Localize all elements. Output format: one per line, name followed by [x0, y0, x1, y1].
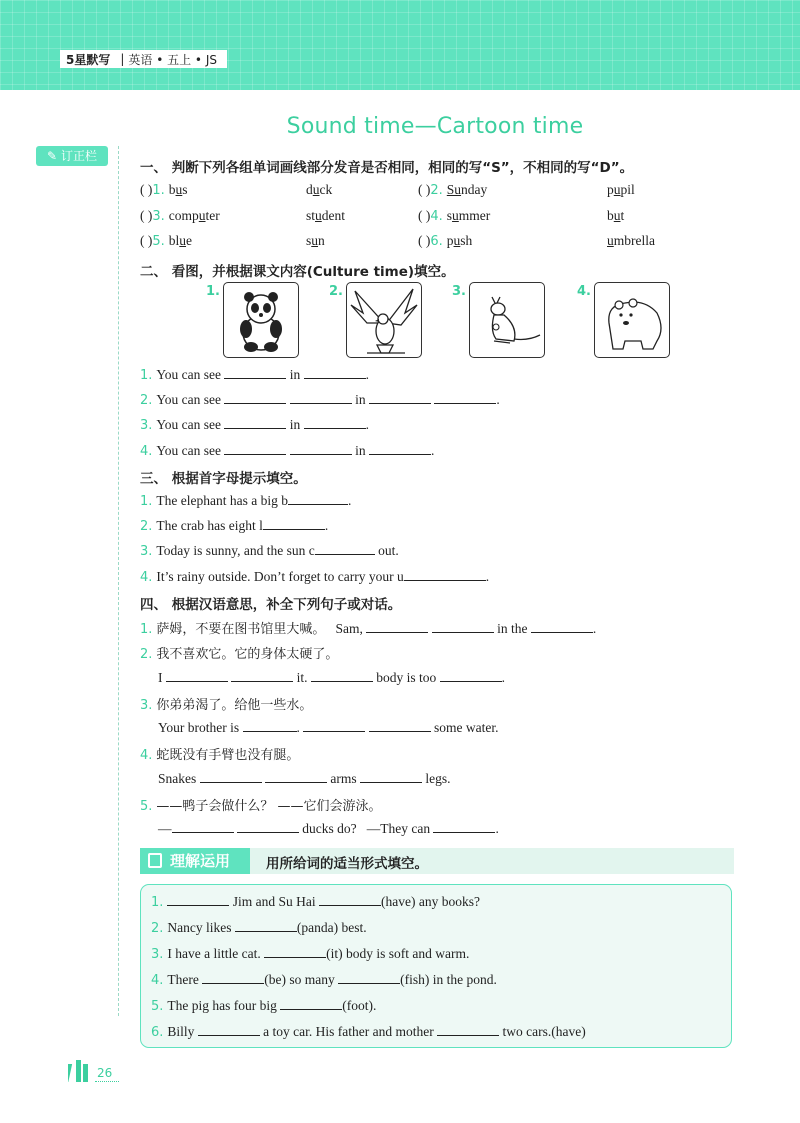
blank[interactable] — [433, 820, 495, 833]
answer-line — [158, 770, 451, 787]
word-1: computer — [168, 208, 220, 223]
item-number: 2. — [430, 183, 443, 198]
header-band — [0, 0, 800, 90]
text: The crab has eight — [156, 518, 256, 533]
eagle-icon — [347, 283, 421, 357]
blank[interactable] — [369, 442, 431, 455]
apply-section-header — [140, 848, 734, 874]
list-item — [140, 416, 369, 433]
item-number: 2. — [140, 519, 153, 534]
blank[interactable] — [235, 919, 297, 932]
text: You can see — [156, 417, 222, 432]
section3-title: 三、 根据首字母提示填空。 — [140, 471, 307, 487]
text: (fish) in the pond. — [400, 972, 497, 987]
word-2: but — [607, 208, 625, 223]
text: —They can — [366, 821, 431, 836]
list-item — [140, 517, 328, 534]
answer-line — [158, 719, 499, 736]
blank[interactable] — [360, 770, 422, 783]
item-number: 6. — [430, 234, 443, 249]
answer-line — [158, 669, 505, 686]
text: Billy — [167, 1024, 195, 1039]
blank[interactable] — [224, 391, 286, 404]
hint-blank[interactable] — [397, 569, 486, 584]
list-item — [140, 694, 312, 713]
item-number: 2. — [140, 393, 153, 408]
list-item — [140, 208, 220, 224]
blank[interactable] — [311, 669, 373, 682]
word-2: duck — [306, 182, 333, 197]
word-2: sun — [306, 233, 325, 248]
list-item — [140, 744, 299, 763]
apply-box — [140, 884, 732, 1048]
list-item — [418, 182, 487, 198]
blank[interactable] — [237, 820, 299, 833]
hint-blank[interactable] — [309, 543, 375, 558]
blank[interactable] — [437, 1023, 499, 1036]
item-number: 1. — [152, 183, 165, 198]
apply-tag — [140, 848, 250, 874]
text: . — [365, 367, 370, 382]
item-number: 3. — [140, 544, 153, 559]
text: legs. — [425, 771, 451, 786]
blank[interactable] — [290, 442, 352, 455]
item-number: 1. — [140, 622, 153, 637]
blank[interactable] — [290, 391, 352, 404]
item-number: 2. — [140, 647, 153, 662]
word-2: pupil — [607, 182, 635, 197]
text: . — [485, 569, 490, 584]
item-number: 5. — [151, 999, 164, 1014]
hint-blank[interactable] — [281, 493, 348, 508]
text: You can see — [156, 392, 222, 407]
picture-frame — [346, 282, 422, 358]
word-1: summer — [446, 208, 491, 223]
item-number: 3. — [151, 947, 164, 962]
text: (it) body is soft and warm. — [326, 946, 470, 961]
list-item — [140, 795, 382, 814]
page-number: 26 — [97, 1066, 113, 1080]
list-item — [140, 568, 489, 585]
picture-frame — [223, 282, 299, 358]
blank[interactable] — [432, 620, 494, 633]
word-2: umbrella — [607, 233, 655, 248]
item-number: 3. — [140, 698, 153, 713]
hint-letter: l — [259, 518, 263, 533]
blank[interactable] — [202, 971, 264, 984]
page-title: Sound time—Cartoon time — [286, 114, 584, 139]
hint-blank[interactable] — [259, 518, 325, 533]
text: Today is sunny, and the sun — [156, 543, 306, 558]
text: . — [496, 392, 500, 407]
list-item — [418, 208, 490, 224]
list-item — [151, 971, 497, 988]
text: You can see — [156, 367, 222, 382]
blank[interactable] — [231, 669, 293, 682]
blank[interactable] — [369, 391, 431, 404]
item-number: 4. — [140, 570, 153, 585]
picture-number: 3. — [452, 284, 466, 299]
word-1: Sunday — [446, 182, 488, 197]
text: The pig has four big — [167, 998, 277, 1013]
section1-title: 一、 判断下列各组单词画线部分发音是否相同，相同的写“S”，不相同的写“D”。 — [140, 160, 634, 176]
chinese-prompt: 我不喜欢它。它的身体太硬了。 — [156, 647, 339, 662]
text: two cars.(have) — [502, 1024, 586, 1039]
blank[interactable] — [200, 770, 262, 783]
item-number: 1. — [140, 368, 153, 383]
text: Snakes — [158, 771, 197, 786]
blank[interactable] — [265, 770, 327, 783]
item-number: 4. — [430, 209, 443, 224]
chinese-prompt: ——鸭子会做什么？ ——它们会游泳。 — [156, 799, 382, 814]
list-item — [140, 182, 188, 198]
apply-tag-label: 理解运用 — [170, 852, 231, 870]
text: Jim and Su Hai — [232, 894, 316, 909]
list-item — [140, 233, 192, 249]
item-number: 3. — [152, 209, 165, 224]
text: body is too — [376, 670, 437, 685]
blank[interactable] — [166, 669, 228, 682]
correction-column-divider — [118, 146, 119, 1016]
text: some water. — [434, 720, 499, 735]
blank[interactable] — [304, 366, 366, 379]
blank[interactable] — [366, 620, 428, 633]
text: Sam, — [335, 621, 363, 636]
text: — — [158, 821, 172, 836]
bear-icon — [595, 283, 669, 357]
hint-letter: c — [308, 543, 315, 558]
apply-instruction: 用所给词的适当形式填空。 — [266, 856, 428, 872]
item-number: 4. — [140, 748, 153, 763]
blank[interactable] — [434, 391, 496, 404]
item-number: 1. — [151, 895, 164, 910]
text: in — [355, 443, 366, 458]
list-item — [140, 643, 338, 662]
text: . — [431, 443, 435, 458]
text: Your brother is — [158, 720, 240, 735]
pencil-icon: ✎ — [47, 149, 58, 163]
blank[interactable] — [172, 820, 234, 833]
text: The elephant has a big — [156, 493, 278, 508]
hint-letter: u — [396, 569, 404, 584]
word-1: blue — [168, 233, 193, 248]
answer-paren[interactable]: ( ) — [140, 182, 153, 197]
section2-title: 二、 看图，并根据课文内容(Culture time)填空。 — [140, 264, 455, 280]
text: . — [495, 821, 499, 836]
text: (foot). — [342, 998, 377, 1013]
text: in — [289, 367, 301, 382]
blank[interactable] — [198, 1023, 260, 1036]
picture-frame — [594, 282, 670, 358]
text: It’s rainy outside. Don’t forget to carry your — [156, 569, 394, 584]
text: You can see — [156, 443, 222, 458]
blank[interactable] — [369, 719, 431, 732]
text: (be) so many — [264, 972, 335, 987]
text: ducks do? — [302, 821, 357, 836]
answer-paren[interactable]: ( ) — [140, 233, 153, 248]
word-2: student — [306, 208, 346, 223]
answer-paren[interactable]: ( ) — [418, 182, 431, 197]
item-number: 5. — [152, 234, 165, 249]
blank[interactable] — [531, 620, 593, 633]
text: in the — [497, 621, 528, 636]
chinese-prompt: 蛇既没有手臂也没有腿。 — [156, 748, 300, 763]
panda-icon — [224, 283, 298, 357]
blank[interactable] — [167, 893, 229, 906]
text: arms — [330, 771, 357, 786]
picture-number: 4. — [577, 284, 591, 299]
blank[interactable] — [338, 971, 400, 984]
text: in — [355, 392, 366, 407]
text: a toy car. His father and mother — [263, 1024, 434, 1039]
list-item — [151, 919, 367, 936]
text: Nancy likes — [167, 920, 232, 935]
list-item — [140, 492, 351, 509]
list-item — [140, 366, 369, 383]
blank[interactable] — [224, 366, 286, 379]
text: (have) any books? — [381, 894, 480, 909]
header-separator: | — [120, 52, 125, 66]
text: . — [365, 417, 370, 432]
blank[interactable] — [280, 997, 342, 1010]
item-number: 1. — [140, 494, 153, 509]
text: (panda) best. — [296, 920, 367, 935]
series-name: 5星默写 — [66, 52, 111, 67]
correction-tag-label: 订正栏 — [60, 149, 97, 163]
text: in — [289, 417, 301, 432]
answer-paren[interactable]: ( ) — [140, 208, 153, 223]
word-1: push — [446, 233, 473, 248]
blank[interactable] — [304, 416, 366, 429]
item-number: 3. — [140, 418, 153, 433]
answer-paren[interactable]: ( ) — [418, 233, 431, 248]
list-item — [151, 1023, 586, 1040]
hint-letter: b — [281, 493, 288, 508]
picture-number: 1. — [206, 284, 220, 299]
text: out. — [378, 543, 399, 558]
text: There — [167, 972, 199, 987]
text: I — [158, 670, 163, 685]
word-1: bus — [168, 182, 188, 197]
list-item — [140, 618, 596, 637]
text: . — [324, 518, 329, 533]
chinese-prompt: 萨姆，不要在图书馆里大喊。 — [156, 622, 326, 637]
item-number: 5. — [140, 799, 153, 814]
blank[interactable] — [303, 719, 365, 732]
blank[interactable] — [264, 945, 326, 958]
blank[interactable] — [224, 416, 286, 429]
picture-frame — [469, 282, 545, 358]
notebook-icon — [148, 853, 162, 868]
list-item — [151, 893, 480, 910]
page-number-underline — [95, 1081, 119, 1082]
text: it. — [296, 670, 308, 685]
chinese-prompt: 你弟弟渴了。给他一些水。 — [156, 698, 313, 713]
correction-tag — [36, 146, 108, 166]
blank[interactable] — [243, 719, 297, 732]
blank[interactable] — [319, 893, 381, 906]
text: . — [296, 720, 300, 735]
text: . — [348, 493, 352, 508]
list-item — [151, 997, 376, 1014]
text: . — [501, 670, 506, 685]
list-item — [140, 442, 434, 459]
answer-line — [158, 820, 499, 837]
text: I have a little cat. — [167, 946, 261, 961]
books-icon — [68, 1060, 92, 1082]
item-number: 4. — [140, 444, 153, 459]
item-number: 2. — [151, 921, 164, 936]
text: . — [592, 621, 597, 636]
item-number: 6. — [151, 1025, 164, 1040]
subject-label: 英语 • 五上 • JS — [128, 52, 217, 67]
list-item — [151, 945, 469, 962]
list-item — [418, 233, 472, 249]
section4-title: 四、 根据汉语意思，补全下列句子或对话。 — [140, 597, 402, 613]
blank[interactable] — [440, 669, 502, 682]
blank[interactable] — [224, 442, 286, 455]
book-label — [60, 50, 227, 68]
item-number: 4. — [151, 973, 164, 988]
picture-number: 2. — [329, 284, 343, 299]
list-item — [140, 542, 399, 559]
answer-paren[interactable]: ( ) — [418, 208, 431, 223]
kangaroo-icon — [470, 283, 544, 357]
list-item — [140, 391, 500, 408]
